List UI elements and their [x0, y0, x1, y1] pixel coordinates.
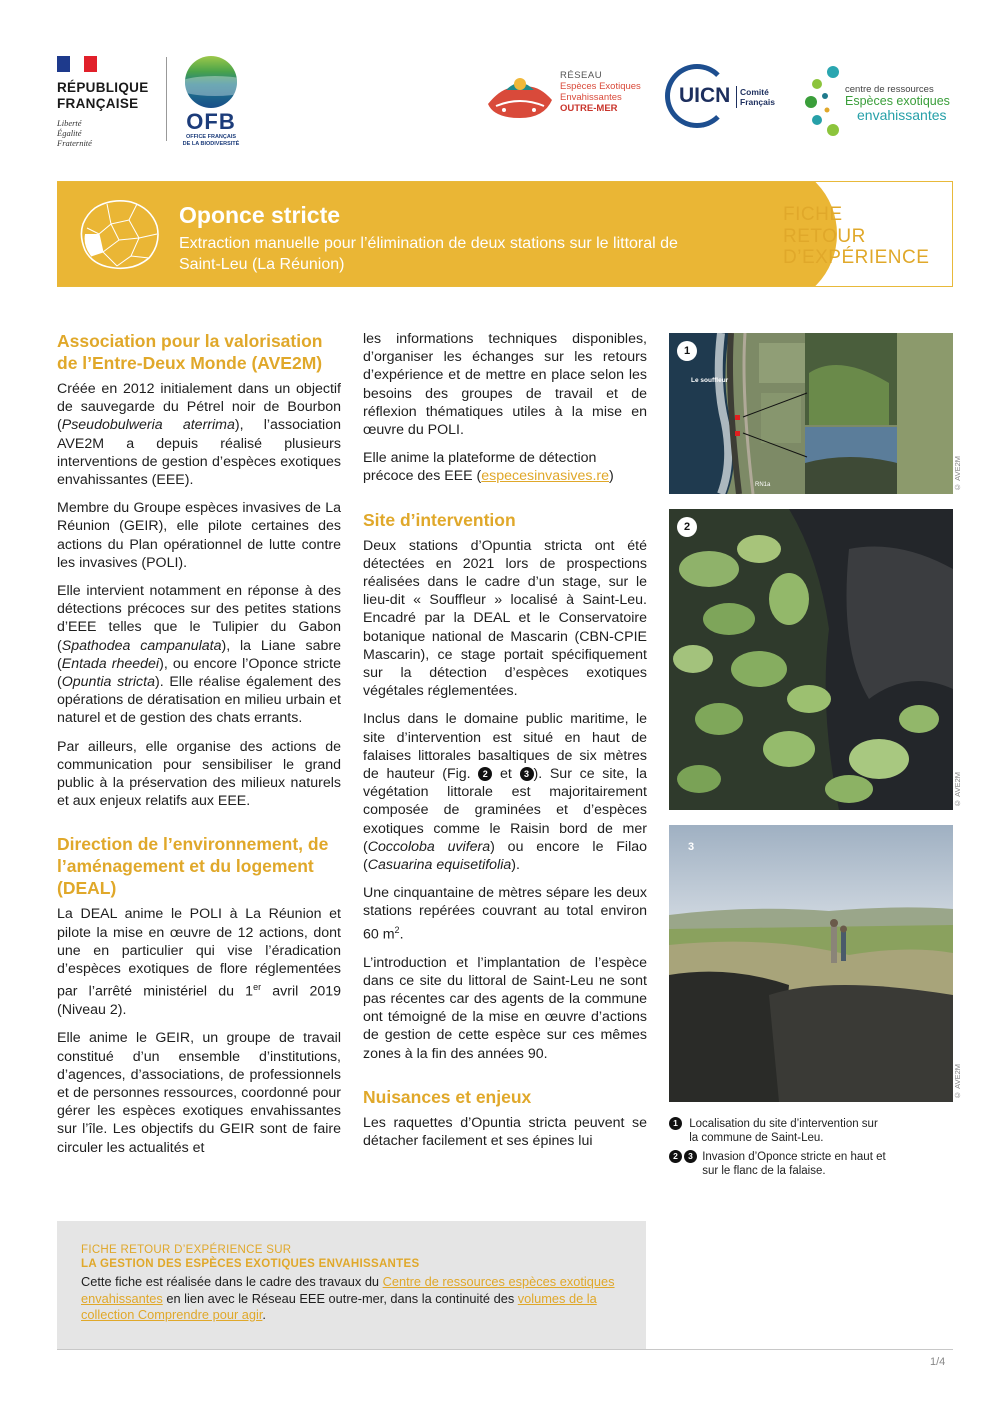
para-deal-1 — [57, 905, 341, 1019]
para-site-1: Deux stations d’Opuntia stricta ont été détectées en 2021 lors de prospections réalisées dans le cadre d’un stage, sur le lieu-dit « Souffleur » localisé à Saint-Leu. Encadré par la DEAL et le Conservatoire botanique national de Mascarin (CBN-CPIE Mascarin), ce stage portait spécifiquement sur la détection d’espèces exotiques végétales réglementées. — [363, 537, 647, 700]
page-title: Oponce stricte — [179, 202, 341, 228]
para-ave2m-2: Membre du Groupe espèces invasives de La Réunion (GEIR), elle pilote certaines des actions du Plan opérationnel de lutte contre les invasives (POLI). — [57, 500, 341, 571]
para-nuisances-1: Les raquettes d’Opuntia stricta peuvent se détacher facilement et ses épines lui — [363, 1114, 647, 1150]
reseau-l3: Envahissantes — [560, 92, 622, 103]
reseau-l1: RÉSEAU — [560, 70, 603, 81]
figure-3-marker: 3 — [520, 767, 534, 781]
para-site-2 — [363, 710, 647, 874]
fiche-label-3: D’EXPÉRIENCE — [783, 247, 930, 268]
caption-photo-2-3 — [669, 1150, 959, 1178]
heading-ave2m: Association pour la valorisation de l’Entre-Deux Monde (AVE2M) — [57, 331, 323, 373]
rf-motto-3: Fraternité — [57, 138, 92, 148]
especesinvasives-link[interactable]: especesinvasives.re — [481, 468, 610, 485]
text-column-2 — [363, 330, 647, 1160]
ofb-logo — [177, 56, 245, 148]
text: ). Elle réalise également des opérations de dératisation en milieu urbain et naturel et de gestion des chats errants. — [57, 674, 341, 727]
rf-motto — [57, 118, 162, 148]
photo-1-number: 1 — [677, 341, 697, 361]
footer-info-box — [57, 1221, 646, 1349]
rf-title-line1: RÉPUBLIQUE — [57, 80, 149, 95]
french-flag-icon — [57, 56, 97, 72]
heading-site: Site d’intervention — [363, 509, 516, 530]
text: Cette fiche est réalisée dans le cadre des travaux du — [81, 1274, 383, 1289]
caption-2-text: Invasion d’Oponce stricte en haut et sur le flanc de la falaise. — [702, 1151, 886, 1177]
text: ), la Liane sabre ( — [57, 637, 341, 672]
para-ave2m-1 — [57, 380, 341, 489]
footer-body — [81, 1274, 622, 1324]
label-road: RN1a — [755, 482, 771, 488]
figure-2-marker: 2 — [478, 767, 492, 781]
text: avril 2019 (Niveau 2). — [57, 984, 341, 1019]
text-column-1 — [57, 330, 341, 1167]
fiche-label-1: FICHE — [783, 204, 843, 225]
text: ) ou encore le Filao ( — [363, 838, 648, 874]
photo-3-number: 3 — [687, 841, 695, 853]
species-name: Entada rheedei — [61, 655, 160, 672]
para-site-3 — [363, 884, 647, 943]
superscript: er — [253, 982, 262, 993]
text: ), l’association AVE2M a depuis réalisé plusieurs interventions de gestion d’espèces exotiques envahissantes (EEE). — [57, 417, 341, 489]
species-name: Coccoloba uvifera — [367, 838, 491, 855]
crees-l3: envahissantes — [857, 107, 947, 123]
uicn-sub-2: Français — [740, 97, 775, 107]
uicn-name: UICN — [679, 84, 731, 107]
photo-2-credit: © AVE2M — [953, 772, 962, 808]
text: Elle intervient notamment en réponse à des détections précoces sur des petites stations d’EEE telles que le Tulipier du Gabon ( — [57, 583, 341, 654]
title-banner — [57, 181, 953, 287]
reseau-island-icon — [484, 74, 556, 122]
para-ave2m-3 — [57, 582, 341, 728]
reseau-l2: Espèces Exotiques — [560, 81, 641, 92]
caption-1-number: 1 — [669, 1117, 682, 1130]
species-name: Opuntia stricta — [61, 674, 155, 691]
page-number: 1/4 — [930, 1356, 946, 1368]
page-subtitle: Extraction manuelle pour l’élimination de deux stations sur le littoral de Saint-Leu (La Réunion) — [179, 235, 678, 273]
reunion-map-icon — [77, 194, 165, 274]
superscript: 2 — [394, 924, 400, 935]
ofb-globe-icon — [185, 56, 237, 108]
fiche-label — [783, 204, 929, 269]
text: en lien avec le Réseau EEE outre-mer, dans la continuité des — [162, 1290, 518, 1306]
cliff-top-image — [669, 825, 953, 1102]
photo-opuntia-invasion-cliff — [669, 509, 953, 810]
text: . — [262, 1307, 266, 1322]
heading-nuisances: Nuisances et enjeux — [363, 1086, 532, 1107]
para-geir-cont: les informations techniques disponibles, d’organiser les échanges sur les retours d’expérience et de mettre en place selon les besoins des groupes de travail et de réflexion thématiques utiles à la mise en œuvre du POLI. — [363, 331, 647, 439]
reseau-l4: OUTRE-MER — [560, 103, 618, 114]
photo-cliff-top-site — [669, 825, 953, 1102]
rf-motto-2: Égalité — [57, 128, 82, 138]
centre-ressources-eee-logo — [803, 60, 963, 140]
text: La DEAL anime le POLI à La Réunion et pilote la mise en œuvre de 12 actions, dont une en particulier qui vise l’éradication d’espèces exotiques de flore réglementées par l’arrêté ministériel du 1 — [57, 906, 341, 1001]
text: Inclus dans le domaine public maritime, le site d’intervention est situé en haut de falaises littorales basaltiques de six mètres de hauteur (Fig. — [363, 711, 647, 783]
reseau-text — [560, 70, 641, 114]
heading-deal: Direction de l’environnement, de l’aménagement et du logement (DEAL) — [57, 834, 329, 899]
uicn-sub — [740, 87, 775, 107]
para-ave2m-4: Par ailleurs, elle organise des actions de communication pour sensibiliser le grand public à la préservation des milieux naturels et aux enjeux relatifs aux EEE. — [57, 738, 341, 810]
text: ). Sur ce site, la végétation littorale est majoritairement composée de graminées et d’espèces exotiques comme le Raisin bord de mer ( — [363, 766, 647, 855]
photo-3-credit: © AVE2M — [953, 1064, 962, 1100]
reseau-eee-outremer-logo — [484, 70, 654, 130]
crees-text — [845, 84, 965, 123]
uicn-divider — [736, 86, 737, 108]
text: Elle anime la plateforme de détection précoce des EEE ( — [363, 450, 597, 485]
ofb-name: OFB — [186, 109, 236, 134]
rf-title-line2: FRANÇAISE — [57, 96, 139, 111]
logo-divider — [166, 57, 167, 141]
centre-ressources-link[interactable]: Centre de ressources espèces exotiques envahissantes — [81, 1274, 615, 1306]
footer-heading: LA GESTION DES ESPÈCES EXOTIQUES ENVAHISSANTES — [81, 1258, 420, 1270]
photo-1-credit: © AVE2M — [953, 456, 962, 492]
caption-photo-1 — [669, 1117, 959, 1145]
text: Une cinquantaine de mètres sépare les deux stations repérées couvrant au total environ 60 m — [363, 885, 647, 943]
caption-3-number: 3 — [684, 1150, 697, 1163]
label-souffleur: Le souffleur — [691, 377, 729, 384]
para-deal-2: Elle anime le GEIR, un groupe de travail constitué d’un ensemble d’institutions, d’agences, d’associations, de professionnels et de personnes ressources, coordonné pour gérer les espèces exotiques envahissantes sur l’île. Les objectifs du GEIR sont de faire circuler les actualités et — [57, 1030, 341, 1156]
ofb-sub-1: OFFICE FRANÇAIS — [185, 134, 237, 140]
republique-francaise-logo — [57, 56, 162, 148]
text: . — [399, 926, 404, 943]
ofb-sub-2: DE LA BIODIVERSITÉ — [182, 141, 240, 147]
fiche-label-2: RETOUR — [783, 225, 866, 247]
crees-l1: centre de ressources — [845, 84, 934, 95]
text: ) — [609, 468, 614, 485]
footer-kicker: FICHE RETOUR D’EXPÉRIENCE SUR — [81, 1244, 292, 1256]
species-name: Spathodea campanulata — [61, 637, 222, 654]
text: Créée en 2012 initialement dans un objectif de sauvegarde du Pétrel noir de Bourbon ( — [57, 381, 341, 434]
text: ). — [511, 857, 520, 874]
photo-2-number: 2 — [677, 517, 697, 537]
species-name: Pseudobulweria aterrima — [61, 417, 235, 434]
text: et — [492, 766, 520, 783]
rf-motto-1: Liberté — [57, 118, 82, 128]
text: ), ou encore l’Oponce stricte ( — [57, 655, 341, 691]
collection-link[interactable]: volumes de la collection Comprendre pour agir — [81, 1290, 597, 1322]
uicn-sub-1: Comité — [740, 87, 769, 97]
para-site-4: L’introduction et l’implantation de l’espèce dans ce site du littoral de Saint-Leu ne sont pas récentes car des agents de la commune ont témoigné de la mise en œuvre d’actions de gestion de cette espèce sur ces mêmes zones à la fin des années 90. — [363, 954, 647, 1062]
para-platform — [363, 449, 647, 485]
crees-l2: Espèces exotiques — [845, 94, 950, 108]
opuntia-cliff-image — [669, 509, 953, 810]
footer-rule — [57, 1349, 953, 1350]
uicn-logo — [665, 64, 785, 130]
caption-1-text: Localisation du site d’intervention sur la commune de Saint-Leu. — [689, 1118, 878, 1144]
aerial-map-image — [669, 333, 953, 494]
species-name: Casuarina equisetifolia — [367, 857, 512, 874]
photo-site-location-map — [669, 333, 953, 494]
caption-2-number: 2 — [669, 1150, 682, 1163]
